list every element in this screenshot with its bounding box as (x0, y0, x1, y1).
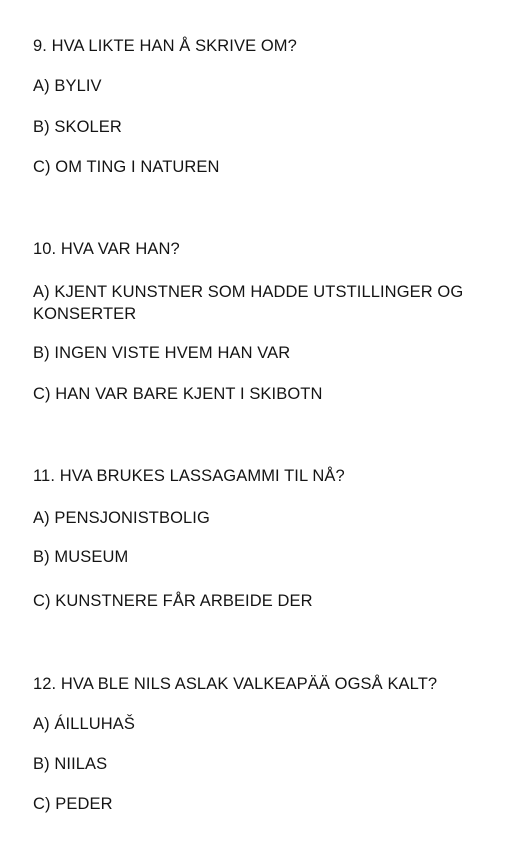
question-11: 11. HVA BRUKES LASSAGAMMI TIL NÅ? (33, 467, 345, 485)
question-11-option-c: C) KUNSTNERE FÅR ARBEIDE DER (33, 592, 313, 610)
question-10-option-c: C) HAN VAR BARE KJENT I SKIBOTN (33, 385, 323, 403)
question-10: 10. HVA VAR HAN? (33, 240, 180, 258)
question-10-option-a: A) KJENT KUNSTNER SOM HADDE UTSTILLINGER OG KONSERTER (33, 283, 464, 323)
question-11-option-b: B) MUSEUM (33, 548, 129, 566)
question-10-option-b: B) INGEN VISTE HVEM HAN VAR (33, 344, 291, 362)
question-12-option-c: C) PEDER (33, 795, 113, 813)
question-12-option-a: A) ÁILLUHAŠ (33, 715, 135, 733)
question-9-option-a: A) BYLIV (33, 77, 102, 95)
question-9-option-b: B) SKOLER (33, 118, 122, 136)
question-12-option-b: B) NIILAS (33, 755, 108, 773)
question-9: 9. HVA LIKTE HAN Å SKRIVE OM? (33, 37, 297, 55)
question-11-option-a: A) PENSJONISTBOLIG (33, 509, 210, 527)
question-12: 12. HVA BLE NILS ASLAK VALKEAPÄÄ OGSÅ KALT? (33, 675, 438, 693)
question-9-option-c: C) OM TING I NATUREN (33, 158, 220, 176)
